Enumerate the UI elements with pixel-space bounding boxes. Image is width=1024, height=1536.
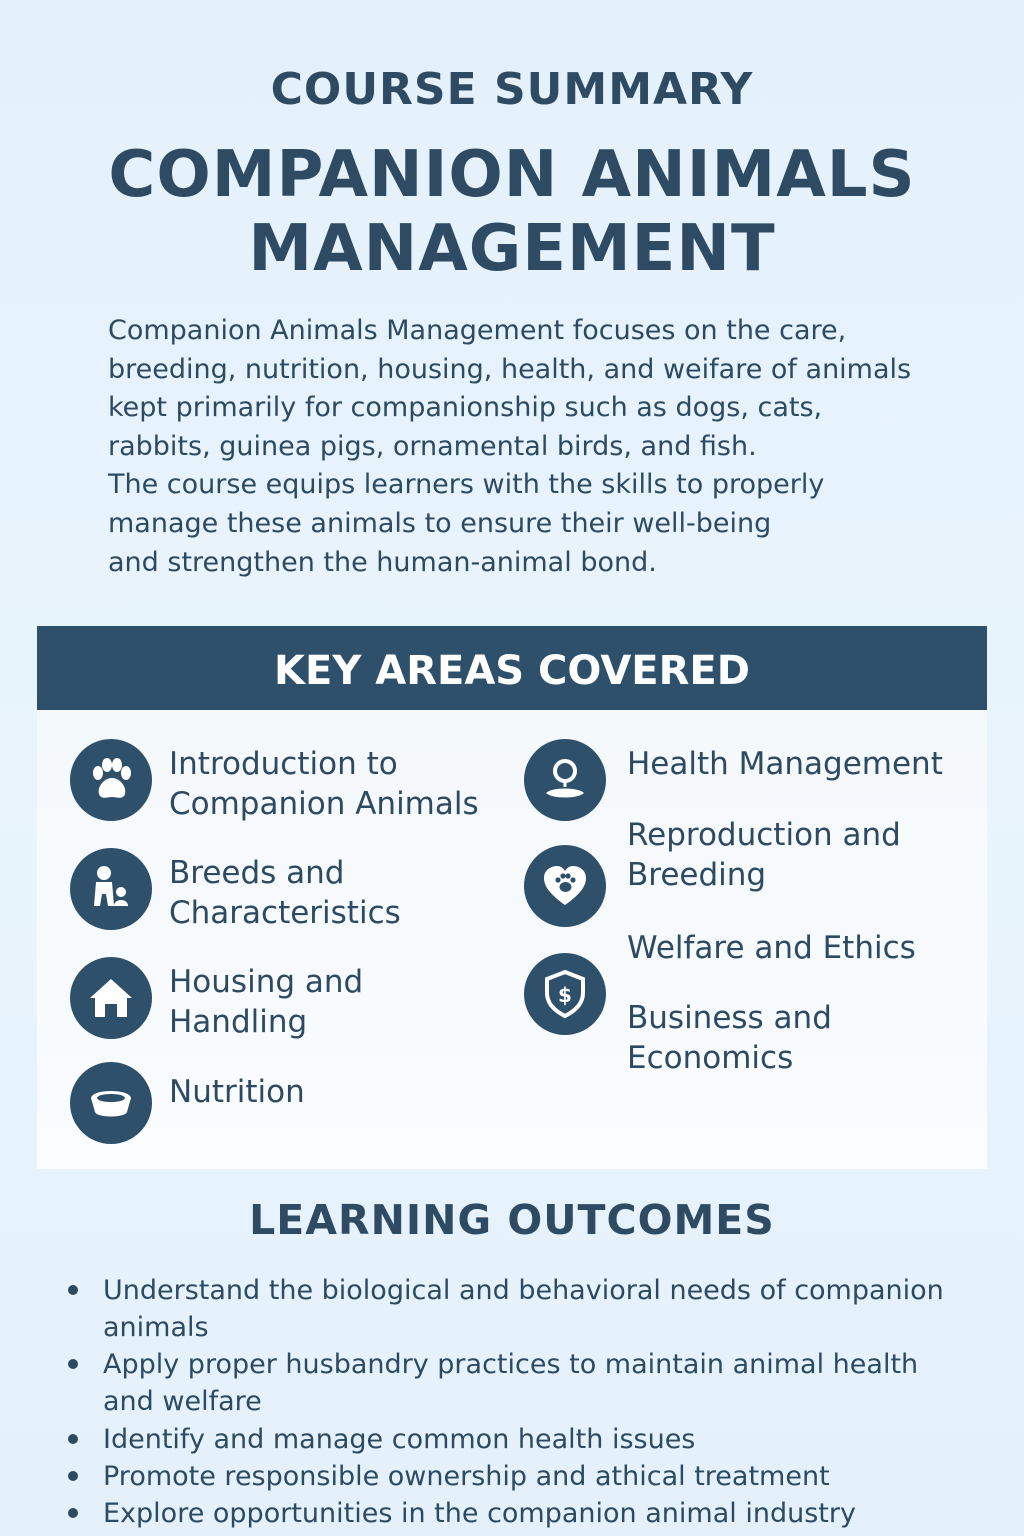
key-areas-panel bbox=[37, 626, 987, 1169]
title-line-1: COMPANION ANIMALS bbox=[108, 138, 916, 212]
paw-icon bbox=[70, 739, 152, 821]
heart-paw-icon bbox=[524, 845, 606, 927]
person-icon bbox=[524, 739, 606, 821]
intro-line: breeding, nutrition, housing, health, and weifare of animals bbox=[108, 353, 912, 385]
house-icon bbox=[70, 957, 152, 1039]
page-title bbox=[0, 138, 1024, 286]
key-area-health: Health Management bbox=[627, 746, 943, 782]
intro-line: and strengthen the human-animal bond. bbox=[108, 546, 657, 578]
key-area-intro: Introduction to Companion Animals bbox=[169, 746, 479, 822]
intro-line: The course equips learners with the skills to properly bbox=[108, 469, 825, 501]
course-kicker: COURSE SUMMARY bbox=[270, 64, 754, 115]
key-area-business: Business and Economics bbox=[627, 1000, 832, 1076]
outcome-item: Explore opportunities in the companion animal industry bbox=[103, 1498, 856, 1529]
intro-line: Companion Animals Management focuses on the care, bbox=[108, 315, 847, 346]
shield-dollar-icon bbox=[524, 953, 606, 1035]
title-line-2: MANAGEMENT bbox=[248, 212, 776, 286]
svg-text:$: $ bbox=[558, 983, 572, 1007]
intro-line: manage these animals to ensure their well-being bbox=[108, 507, 772, 539]
outcomes-heading: LEARNING OUTCOMES bbox=[249, 1196, 775, 1244]
dog-cat-icon bbox=[70, 848, 152, 930]
outcome-bullet bbox=[68, 1434, 78, 1444]
outcome-bullet bbox=[68, 1471, 78, 1481]
outcome-item: Identify and manage common health issues bbox=[103, 1424, 696, 1455]
outcome-bullet bbox=[68, 1285, 78, 1295]
outcome-item: Understand the biological and behavioral needs of companion animals bbox=[103, 1275, 944, 1343]
outcome-bullet bbox=[68, 1508, 78, 1518]
intro-line: kept primarily for companionship such as dogs, cats, bbox=[108, 392, 823, 424]
outcome-bullet bbox=[68, 1359, 78, 1369]
outcome-item: Promote responsible ownership and athical treatment bbox=[103, 1461, 830, 1492]
key-area-housing: Housing and Handling bbox=[169, 964, 364, 1040]
intro-line: rabbits, guinea pigs, ornamental birds, and fish. bbox=[108, 430, 757, 462]
intro-paragraph bbox=[108, 312, 968, 582]
key-area-nutrition: Nutrition bbox=[169, 1074, 305, 1110]
bowl-icon bbox=[70, 1062, 152, 1144]
key-areas-heading: KEY AREAS COVERED bbox=[37, 626, 987, 710]
key-area-breeds: Breeds and Characteristics bbox=[169, 855, 401, 931]
outcome-item: Apply proper husbandry practices to maintain animal health and welfare bbox=[103, 1349, 919, 1417]
key-area-welfare: Welfare and Ethics bbox=[627, 930, 916, 966]
key-area-reproduction: Reproduction and Breeding bbox=[627, 817, 901, 893]
